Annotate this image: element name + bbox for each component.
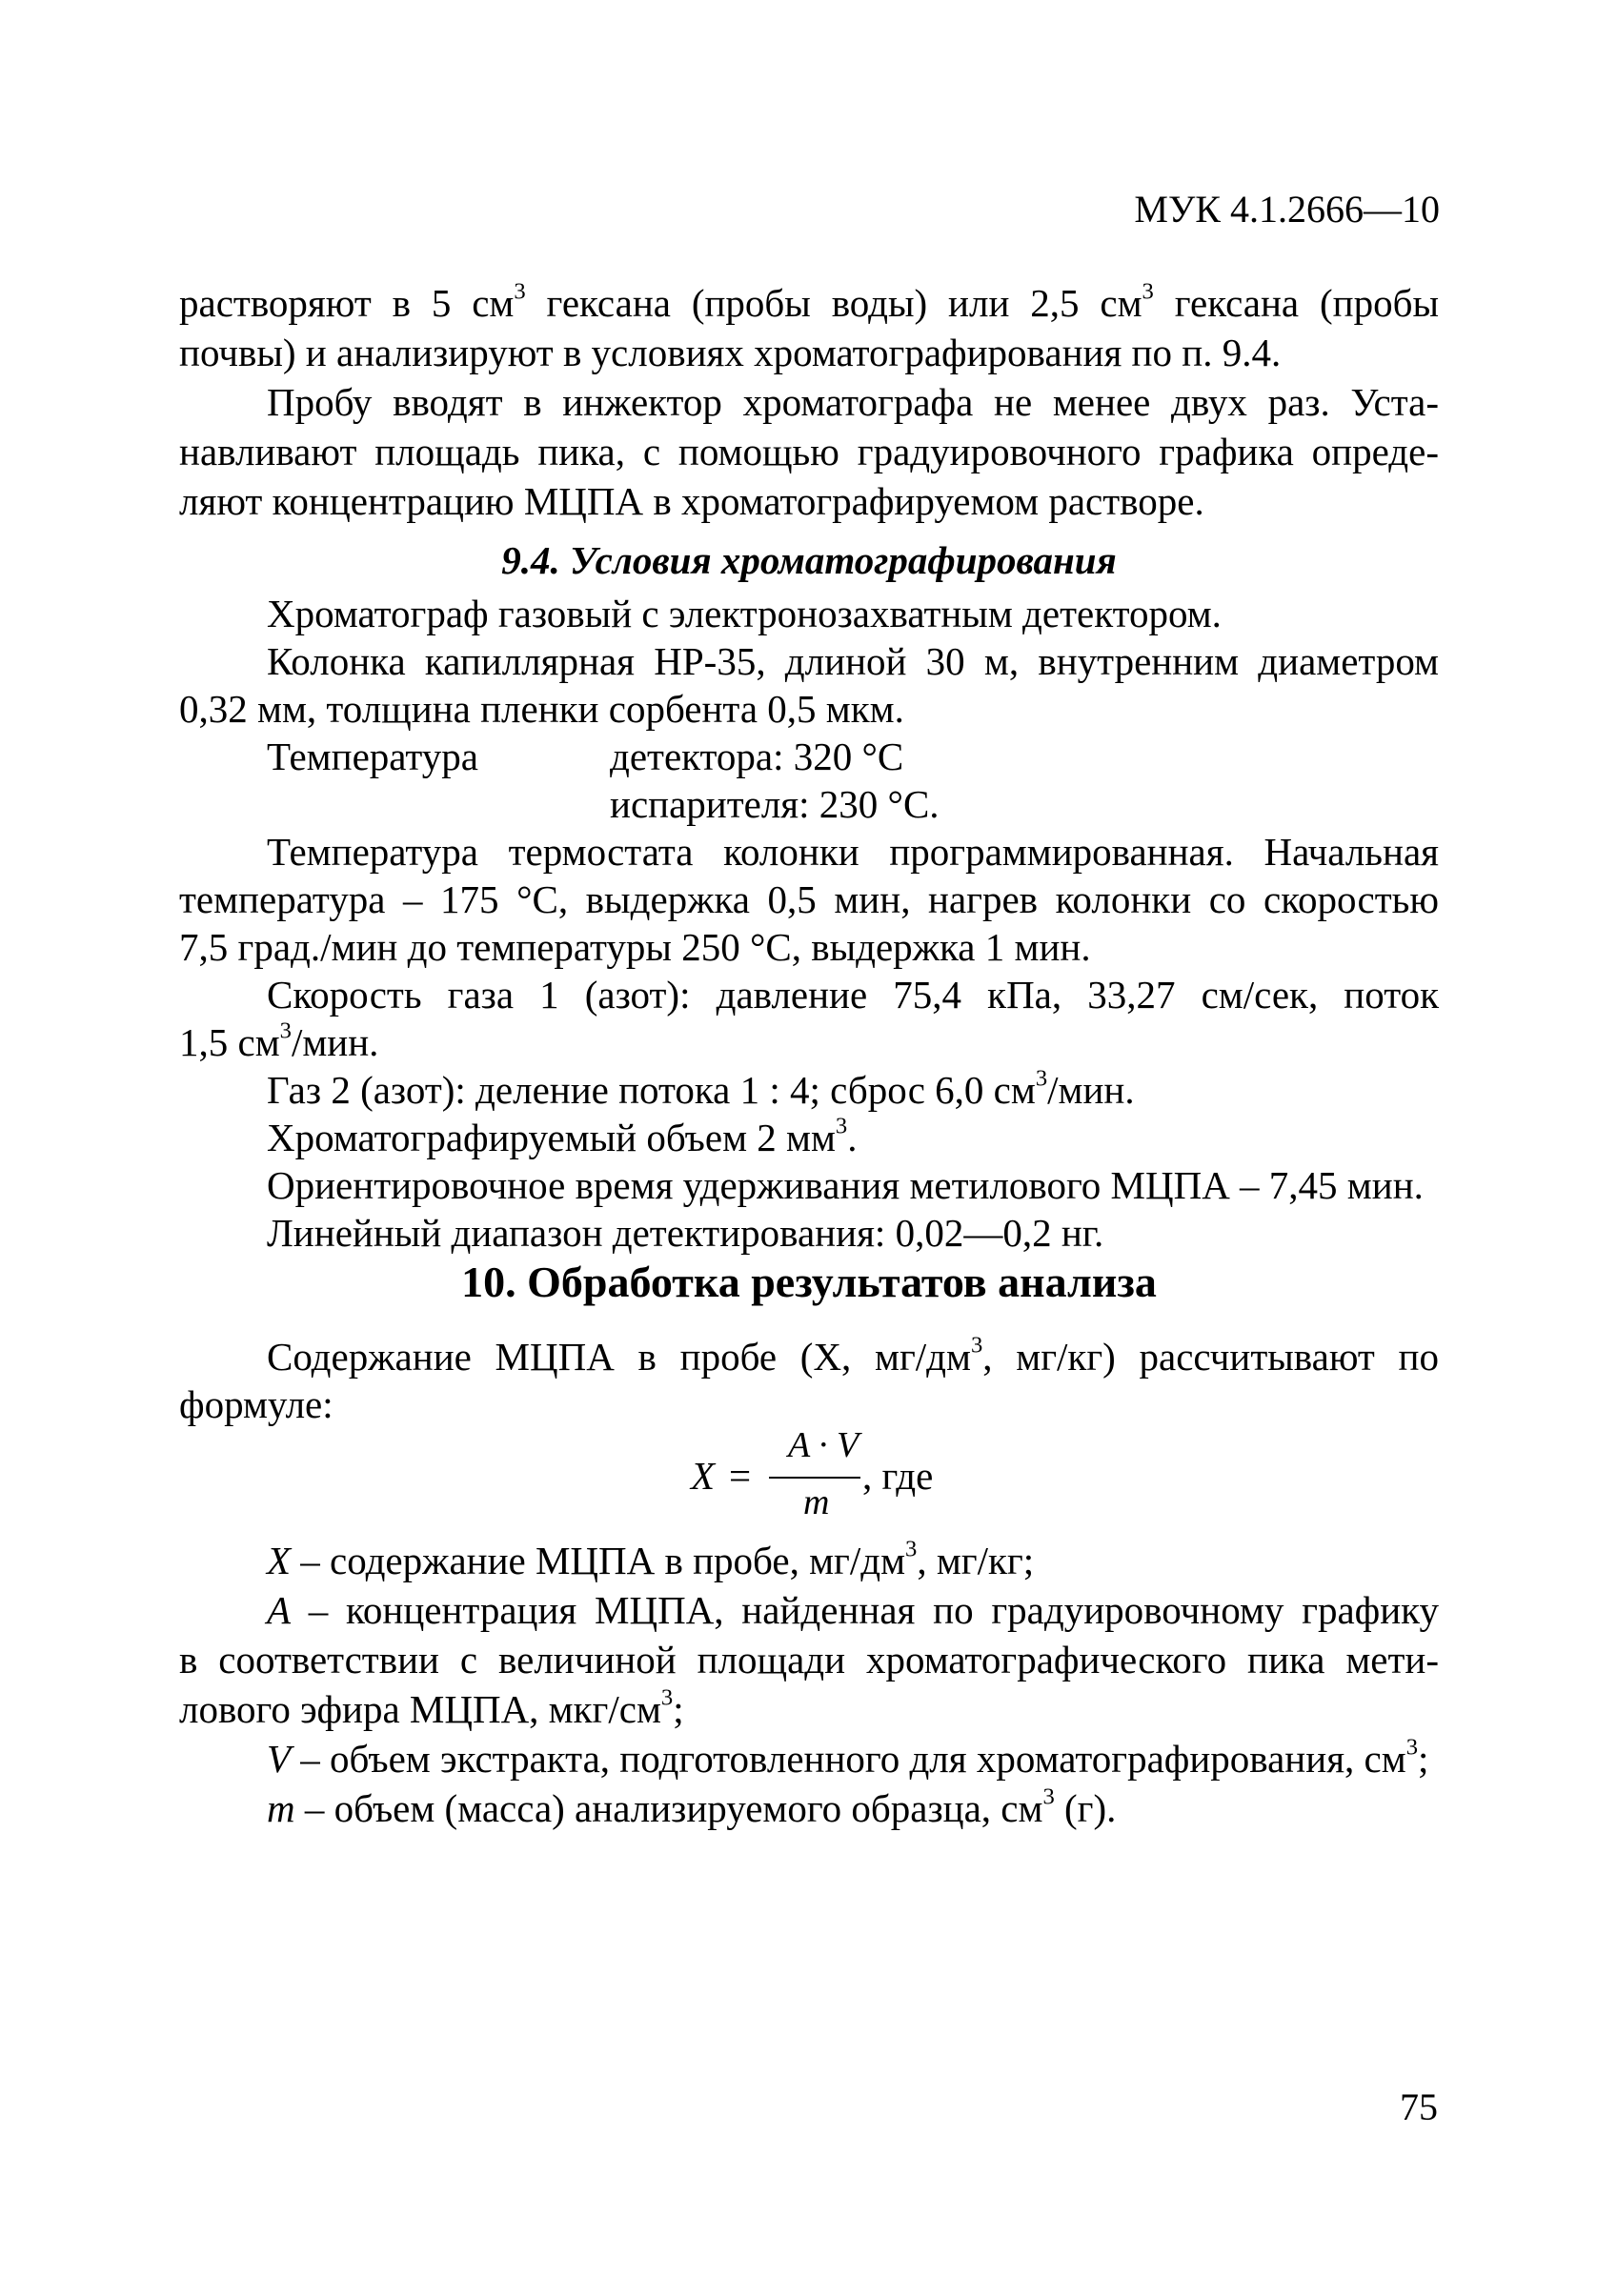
superscript: 3 bbox=[970, 1332, 983, 1359]
text-line: Ориентировочное время удерживания метилового МЦПА – 7,45 мин. bbox=[267, 1163, 1424, 1207]
document-code: МУК 4.1.2666—10 bbox=[1134, 188, 1440, 231]
superscript: 3 bbox=[835, 1113, 848, 1139]
superscript: 3 bbox=[1142, 278, 1154, 305]
temperature-evaporator: испарителя: 230 °С. bbox=[610, 782, 940, 826]
definition-x: X – содержание МЦПА в пробе, $мг/дм^3$, мг/кг; bbox=[267, 1536, 1035, 1582]
text-line: Газ 2 (азот): деление потока 1 : 4; сброс 6,0 $см^3$/мин. bbox=[267, 1065, 1135, 1112]
formula-tail: , где bbox=[862, 1454, 934, 1498]
section-heading-10: 10. Обработка результатов анализа bbox=[461, 1258, 1157, 1306]
superscript: 3 bbox=[905, 1536, 918, 1562]
definition-v: V – объем экстракта, подготовленного для хроматографирования, $см^3$; bbox=[267, 1734, 1429, 1781]
text-line: растворяют в 5 $см^3$ гексана (пробы воды) или 2,5 $см^3$ гексана (пробы bbox=[179, 278, 1440, 325]
text-line: Пробу вводят в инжектор хроматографа не менее двух раз. Уста- bbox=[267, 380, 1439, 424]
fraction-bar bbox=[769, 1477, 860, 1479]
formula-numerator: A · V bbox=[788, 1425, 859, 1465]
text-line: 0,32 мм, толщина пленки сорбента 0,5 мкм. bbox=[179, 687, 904, 731]
text-line: почвы) и анализируют в условиях хроматографирования по п. 9.4. bbox=[179, 331, 1282, 374]
superscript: 3 bbox=[279, 1017, 292, 1044]
text-line: 7,5 град./мин до температуры 250 °С, выдержка 1 мин. bbox=[179, 925, 1091, 969]
superscript: 3 bbox=[1405, 1734, 1418, 1761]
text-line: температура – 175 °С, выдержка 0,5 мин, нагрев колонки со скоростью bbox=[179, 877, 1439, 921]
superscript: 3 bbox=[1035, 1065, 1048, 1092]
text-line: Скорость газа 1 (азот): давление 75,4 кПа, 33,27 см/сек, поток bbox=[267, 973, 1439, 1017]
text-line: Хроматограф газовый с электронозахватным детектором. bbox=[267, 592, 1222, 635]
text-line: ляют концентрацию МЦПА в хроматографируемом растворе. bbox=[179, 479, 1204, 523]
text-line: Колонка капиллярная HP-35, длиной 30 м, внутренним диаметром bbox=[267, 639, 1439, 683]
formula-lhs: X bbox=[691, 1454, 716, 1498]
text-line: Содержание МЦПА в пробе (X, $мг/дм^3$, мг/кг) рассчитывают по bbox=[267, 1332, 1439, 1379]
formula bbox=[681, 1424, 967, 1529]
formula-denominator: m bbox=[803, 1482, 830, 1522]
text-line: в соответствии с величиной площади хроматографического пика мети- bbox=[179, 1638, 1439, 1682]
temperature-label: Температура bbox=[267, 735, 478, 778]
text-line: Линейный диапазон детектирования: 0,02—0,2 нг. bbox=[267, 1211, 1104, 1255]
text-line: 1,5 $см^3$/мин. bbox=[179, 1017, 379, 1064]
section-heading-9-4: 9.4. Условия хроматографирования bbox=[501, 538, 1117, 582]
text-line: лового эфира МЦПА, мкг/$см^3$; bbox=[179, 1684, 684, 1731]
page-number: 75 bbox=[1400, 2085, 1438, 2128]
definition-m: m – объем (масса) анализируемого образца, $см^3$ (г). bbox=[267, 1783, 1117, 1830]
formula-equals: = bbox=[729, 1454, 752, 1498]
superscript: 3 bbox=[1042, 1783, 1055, 1810]
definition-a: A – концентрация МЦПА, найденная по градуировочному графику bbox=[267, 1588, 1439, 1632]
superscript: 3 bbox=[660, 1684, 674, 1711]
text-line: Температура термостата колонки программированная. Начальная bbox=[267, 830, 1439, 874]
text-line: Хроматографируемый объем 2 $мм^3$. bbox=[267, 1113, 858, 1159]
superscript: 3 bbox=[514, 278, 526, 305]
text-line: формуле: bbox=[179, 1382, 334, 1426]
text-line: навливают площадь пика, с помощью градуировочного графика опреде- bbox=[179, 430, 1439, 473]
temperature-detector: детектора: 320 °С bbox=[610, 735, 904, 778]
